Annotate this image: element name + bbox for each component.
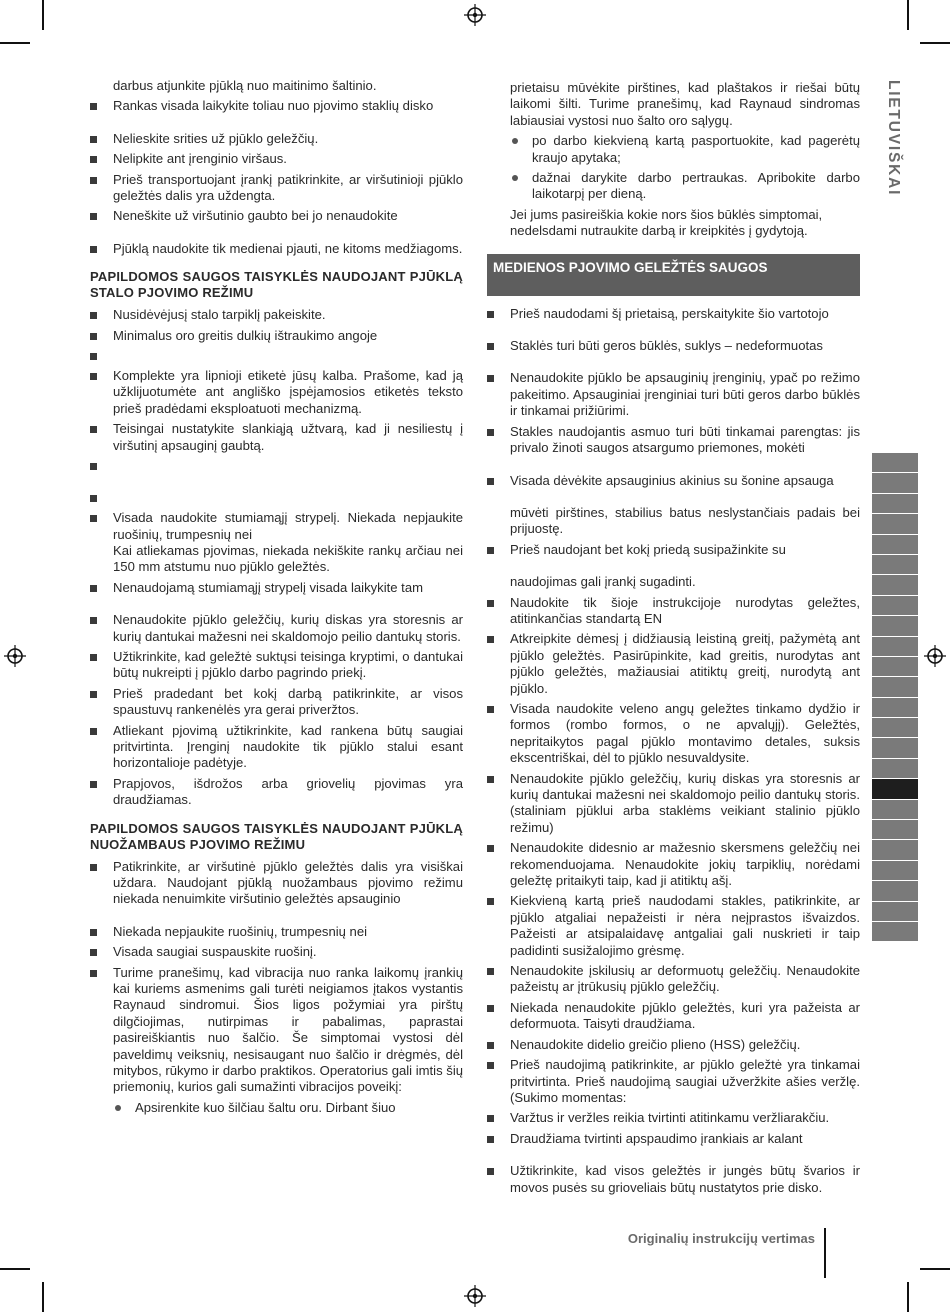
crop-mark-bottom-right <box>907 1282 909 1312</box>
list-item-text: Minimalus oro greitis dulkių ištraukimo angoje <box>113 327 378 343</box>
bullet-square-icon <box>90 156 97 163</box>
list-item-text: Prieš naudojimą patikrinkite, ar pjūklo geležtė yra tinkamai pritvirtinta. Prieš naudojimą saugiai užveržkite ašies veržlę. (Sukimo momentas: <box>510 1057 860 1105</box>
spacer <box>90 478 463 490</box>
bullet-square-icon <box>487 311 494 318</box>
spacer <box>487 562 860 574</box>
list-item-continuation: Kai atliekamas pjovimas, niekada nekiškite rankų arčiau nei 150 mm atstumu nuo pjūklo geležtės. <box>113 542 463 575</box>
list-item <box>487 701 860 767</box>
list-item-text: Visada naudokite stumiamąjį strypelį. Niekada nepjaukite ruošinių, trumpesnių nei <box>113 510 463 542</box>
list-item <box>90 131 463 147</box>
crop-mark-bottom-left-h <box>0 1268 30 1270</box>
spacer <box>487 493 860 505</box>
list-item <box>90 612 463 645</box>
language-tab <box>872 677 918 697</box>
registration-mark-left-icon <box>4 645 26 667</box>
bullet-square-icon <box>90 136 97 143</box>
language-tab <box>872 535 918 555</box>
list-item <box>487 1110 860 1126</box>
list-item <box>90 686 463 719</box>
list-item-text: Visada saugiai suspauskite ruošinį. <box>113 944 317 960</box>
list-item-text: Draudžiama tvirtinti apspaudimo įrankiais ar kalant <box>510 1130 803 1146</box>
list-item <box>487 542 860 558</box>
bullet-square-icon <box>487 1115 494 1122</box>
bullet-square-icon <box>487 898 494 905</box>
bullet-square-icon <box>487 776 494 783</box>
section-heading: PAPILDOMOS SAUGOS TAISYKLĖS NAUDOJANT PJŪKLĄ NUOŽAMBAUS PJOVIMO REŽIMU <box>90 820 463 852</box>
list-item <box>90 172 463 205</box>
bullet-square-icon <box>487 1062 494 1069</box>
list-item-text: Rankas visada laikykite toliau nuo pjovimo staklių disko <box>113 98 434 114</box>
list-item-text: Užtikrinkite, kad visos geležtės ir jungės būtų švarios ir movos pusės su grioveliais būtų nustatytos prie disko. <box>510 1163 860 1195</box>
bullet-square-icon <box>487 1168 494 1175</box>
list-item <box>487 1000 860 1033</box>
bullet-square-icon <box>90 103 97 110</box>
list-item-text: Niekada nenaudokite pjūklo geležtės, kuri yra pažeista ar deformuota. Taisyti draudžiama. <box>510 999 860 1032</box>
list-item <box>487 963 860 996</box>
list-item <box>90 307 463 323</box>
bullet-square-icon <box>487 600 494 607</box>
list-item-text: Komplekte yra lipnioji etiketė jūsų kalba. Prašome, kad ją užklijuotumėte ant angliško įspėjamosios etiketės teksto prieš pradėdami eksploatuoti mechanizmą. <box>113 368 463 416</box>
sub-list-item <box>509 133 860 166</box>
spacer <box>90 600 463 612</box>
sub-list-item <box>112 1100 463 1116</box>
list-item <box>487 840 860 889</box>
bullet-square-icon <box>90 177 97 184</box>
list-item <box>487 424 860 457</box>
list-item <box>487 893 860 959</box>
bullet-square-icon <box>90 585 97 592</box>
list-item-text: po darbo kiekvieną kartą pasportuokite, kad pagerėtų kraujo apytaka; <box>532 133 860 165</box>
list-item-text: Nenaudokite įskilusių ar deformuotų geležčių. Nenaudokite pažeistų ar įtrūkusių pjūklo geležčių. <box>510 963 860 995</box>
list-item-text: Neneškite už viršutinio gaubto bei jo nenaudokite <box>113 208 398 224</box>
bullet-square-icon <box>90 333 97 340</box>
language-tab <box>872 698 918 718</box>
bullet-dot-icon <box>512 138 518 144</box>
language-thumb-tabs <box>872 453 918 942</box>
list-item <box>487 370 860 419</box>
list-item <box>487 473 860 489</box>
bullet-square-icon <box>90 463 97 470</box>
right-column <box>487 80 860 1200</box>
list-item-text: Naudokite tik šioje instrukcijoje nurodytas geležtes, atitinkančias standartą EN <box>510 594 860 626</box>
language-tab <box>872 902 918 922</box>
crop-mark-top-right <box>907 0 909 30</box>
list-item <box>487 595 860 628</box>
spacer <box>487 326 860 338</box>
list-item-text: Visada dėvėkite apsauginius akinius su šonine apsauga <box>510 472 834 488</box>
list-item-text: Nenaudokite pjūklo geležčių, kurių diskas yra storesnis ar kurių dantukai mažesni nei skaldomojo peilio dantukų storis. (staliniam pjūklui arba staklėms veikiant stalinio pjūklo režimu) <box>510 770 860 835</box>
list-item-text: Prieš transportuojant įrankį patikrinkite, ar viršutinioji pjūklo geležtės dalis yra uždengta. <box>113 171 463 204</box>
bullet-dot-icon <box>115 1105 121 1111</box>
bullet-square-icon <box>90 949 97 956</box>
section-heading: PAPILDOMOS SAUGOS TAISYKLĖS NAUDOJANT PJŪKLĄ STALO PJOVIMO REŽIMU <box>90 269 463 301</box>
list-item-text: Užtikrinkite, kad geležtė suktųsi teisinga kryptimi, o dantukai būtų nukreipti į pjūklo darbo pagrindo priekį. <box>113 648 463 681</box>
list-item <box>487 306 860 322</box>
list-item: darbus atjunkite pjūklą nuo maitinimo šaltinio. <box>113 78 377 93</box>
language-tab <box>872 453 918 473</box>
list-item-text: Atliekant pjovimą užtikrinkite, kad rankena būtų saugiai pritvirtinta. Įrenginį naudokite tik pjūklo stalui esant horizontalioje padėtyje. <box>113 722 463 771</box>
spacer <box>487 1151 860 1163</box>
crop-mark-top-right-h <box>920 42 950 44</box>
spacer <box>90 229 463 241</box>
bullet-square-icon <box>90 781 97 788</box>
list-item-text: Patikrinkite, ar viršutinė pjūklo geležtės dalis yra visiškai uždara. Naudojant pjūklą nuožambaus pjovimo režimu niekada nenuimkite viršutinio geležtės apsauginio <box>113 858 463 907</box>
list-item <box>487 338 860 354</box>
list-item-empty <box>90 490 463 506</box>
footer-note: Originalių instrukcijų vertimas <box>627 1231 815 1246</box>
bullet-square-icon <box>90 929 97 936</box>
closing-paragraph: Jei jums pasireiškia kokie nors šios būklės simptomai, nedelsdami nutraukite darbą ir kreipkitės į gydytoją. <box>510 206 823 239</box>
bullet-square-icon <box>487 429 494 436</box>
list-item <box>487 1131 860 1147</box>
list-item <box>90 924 463 940</box>
bullet-square-icon <box>90 970 97 977</box>
sub-list-item <box>509 170 860 203</box>
list-item <box>90 328 463 344</box>
list-item <box>90 151 463 167</box>
list-item-text: Kiekvieną kartą prieš naudodami stakles, patikrinkite, ar pjūklo atgaliai nepažeisti ir nėra neįprastos išvaizdos. Pažeisti ar atsipalaidavę antgaliai gali nuskrieti ir taip padidinti susižalojimo grėsmę. <box>510 893 860 958</box>
spacer <box>487 358 860 370</box>
bullet-square-icon <box>487 375 494 382</box>
list-item <box>90 241 463 257</box>
list-item-text: Prieš naudodami šį prietaisą, perskaitykite šio vartotojo <box>510 305 829 321</box>
section-title-bar: MEDIENOS PJOVIMO GELEŽTĖS SAUGOS <box>487 254 860 296</box>
bullet-square-icon <box>487 706 494 713</box>
list-item <box>487 1057 860 1106</box>
language-tab-active <box>872 779 918 799</box>
list-item <box>90 208 463 224</box>
list-item-text: Atkreipkite dėmesį į didžiausią leistiną greitį, pažymėtą ant pjūklo geležtės. Pasirūpinkite, kad greitis, nurodytas ant pjūklo geležtės, mažiausiai atitiktų greitį, nurodytą ant pjūklo. <box>510 631 860 696</box>
bullet-square-icon <box>90 373 97 380</box>
list-item-empty <box>90 348 463 364</box>
list-item <box>487 1163 860 1196</box>
list-item <box>90 649 463 682</box>
language-tab <box>872 840 918 860</box>
sub-list-item-continuation: prietaisu mūvėkite pirštines, kad plaštakos ir riešai būtų laikomi šilti. Turime pranešimų, kad Raynaud sindromas labiausiai vystosi nuo šalto oro sąlygų. <box>510 80 860 128</box>
bullet-square-icon <box>90 654 97 661</box>
list-item <box>90 510 463 543</box>
language-tab <box>872 657 918 677</box>
crop-mark-top-left <box>42 0 44 30</box>
bullet-square-icon <box>90 515 97 522</box>
bullet-square-icon <box>90 495 97 502</box>
registration-mark-right-icon <box>924 645 946 667</box>
bullet-square-icon <box>90 426 97 433</box>
language-tab <box>872 637 918 657</box>
footer-divider <box>824 1228 826 1278</box>
bullet-square-icon <box>487 1042 494 1049</box>
language-tab <box>872 922 918 942</box>
list-item-text: Nenaudojamą stumiamąjį strypelį visada laikykite tam <box>113 579 424 595</box>
bullet-square-icon <box>487 636 494 643</box>
list-item-text: Staklės turi būti geros būklės, suklys – nedeformuotas <box>510 338 823 354</box>
list-item-text: Pjūklą naudokite tik medienai pjauti, ne kitoms medžiagoms. <box>113 240 463 256</box>
crop-mark-bottom-left <box>42 1282 44 1312</box>
list-item <box>90 723 463 772</box>
list-item-text: Stakles naudojantis asmuo turi būti tinkamai parengtas: jis privalo žinoti saugos atsargumo priemones, mokėti <box>510 423 860 456</box>
bullet-square-icon <box>90 864 97 871</box>
bullet-square-icon <box>90 691 97 698</box>
list-item <box>90 859 463 908</box>
language-tab <box>872 759 918 779</box>
bullet-square-icon <box>487 343 494 350</box>
bullet-square-icon <box>487 547 494 554</box>
bullet-square-icon <box>487 968 494 975</box>
list-item <box>90 421 463 454</box>
list-item-text: Varžtus ir veržles reikia tvirtinti atitinkamu veržliarakčiu. <box>510 1110 830 1126</box>
language-tab <box>872 881 918 901</box>
list-item-continuation: mūvėti pirštines, stabilius batus neslystančiais padais bei prijuostę. <box>510 504 860 537</box>
list-item-empty <box>90 458 463 474</box>
language-tab <box>872 820 918 840</box>
list-item <box>90 944 463 960</box>
list-item-text: Nelieskite srities už pjūklo geležčių. <box>113 130 319 146</box>
language-tab <box>872 514 918 534</box>
spacer <box>487 461 860 473</box>
bullet-square-icon <box>90 617 97 624</box>
crop-mark-bottom-right-h <box>920 1268 950 1270</box>
left-column <box>90 78 463 1120</box>
list-item-text: Teisingai nustatykite slankiąją užtvarą, kad ji nesiliestų į viršutinį apsauginį gaubtą. <box>113 421 463 453</box>
bullet-square-icon <box>487 1136 494 1143</box>
list-item <box>487 1037 860 1053</box>
bullet-square-icon <box>90 728 97 735</box>
list-item-text: Nenaudokite didesnio ar mažesnio skersmens geležčių nei rekomenduojama. Nenaudokite jokių tarpiklių, norėdami geležtę pritaikyti taip, kad ji atitiktų ašį. <box>510 840 860 889</box>
language-tab <box>872 738 918 758</box>
list-item <box>90 776 463 809</box>
list-item-text: Prieš naudojant bet kokį priedą susipažinkite su <box>510 541 786 557</box>
language-tab <box>872 494 918 514</box>
language-tab <box>872 616 918 636</box>
bullet-square-icon <box>90 246 97 253</box>
language-tab <box>872 473 918 493</box>
list-item-text: Nelipkite ant įrenginio viršaus. <box>113 151 287 167</box>
bullet-square-icon <box>487 478 494 485</box>
list-item-text: Nusidėvėjusį stalo tarpiklį pakeiskite. <box>113 307 326 323</box>
bullet-square-icon <box>90 353 97 360</box>
bullet-square-icon <box>487 845 494 852</box>
language-tab <box>872 575 918 595</box>
language-tab <box>872 718 918 738</box>
registration-mark-bottom-icon <box>464 1285 486 1307</box>
crop-mark-top-left-h <box>0 42 30 44</box>
language-tab <box>872 861 918 881</box>
spacer <box>90 119 463 131</box>
list-item-text: Nenaudokite didelio greičio plieno (HSS) geležčių. <box>510 1036 801 1052</box>
bullet-square-icon <box>90 312 97 319</box>
list-item <box>90 98 463 114</box>
language-side-label: LIETUVIŠKAI <box>885 80 902 197</box>
language-tab <box>872 596 918 616</box>
list-item-text: Prieš pradedant bet kokį darbą patikrinkite, ar visos spaustuvų rankenėlės yra gerai priveržtos. <box>113 685 463 718</box>
list-item-continuation: naudojimas gali įrankį sugadinti. <box>510 574 696 590</box>
list-item <box>90 580 463 596</box>
bullet-square-icon <box>487 1005 494 1012</box>
list-item-text: dažnai darykite darbo pertraukas. Apribokite darbo laikotarpį per dieną. <box>532 170 860 202</box>
bullet-dot-icon <box>512 175 518 181</box>
language-tab <box>872 555 918 575</box>
list-item-text: Nenaudokite pjūklo geležčių, kurių diskas yra storesnis ar kurių dantukai mažesni nei skaldomojo peilio dantukų storis. <box>113 612 463 644</box>
language-tab <box>872 800 918 820</box>
list-item-text: Turime pranešimų, kad vibracija nuo ranka laikomų įrankių kai kuriems asmenims gali turėti neigiamos įtakos vystantis Raynaud sindromui. Šios ligos požymiai yra pirštų dilgčiojimas, nutirpimas ir pabalimas, paprastai pasireiškiantis nuo šalčio. Še simptomai vystosi dėl paveldimų veiksnių, nesisaugant nuo šalčio ir drėgmės, dėl mitybos, rūkymo ir darbo praktikos. Operatorius gali imtis šių priemonių, kurios gali sumažinti vibracijos poveikį: <box>113 964 464 1095</box>
list-item <box>487 771 860 837</box>
list-item-text: Visada naudokite veleno angų geležtes tinkamo dydžio ir formos (rombo formos, o ne apvalųjį). Geležtės, nepritaikytos pagal pjūklo montavimo detales, suksis ekscentriškai, dėl to pjūklo nesuvaldysite. <box>510 700 860 766</box>
list-item-text: Nenaudokite pjūklo be apsauginių įrenginių, ypač po režimo pakeitimo. Apsauginiai įrenginiai turi būti geros darbo būklės ir tinkamai prižiūrimi. <box>510 370 860 419</box>
list-item <box>90 368 463 417</box>
list-item-text: Prapjovos, išdrožos arba griovelių pjovimas yra draudžiamas. <box>113 775 463 808</box>
spacer <box>90 912 463 924</box>
list-item <box>487 631 860 697</box>
bullet-square-icon <box>90 213 97 220</box>
list-item-text: Niekada nepjaukite ruošinių, trumpesnių nei <box>113 923 368 939</box>
list-item <box>90 965 463 1096</box>
list-item-text: Apsirenkite kuo šilčiau šaltu oru. Dirbant šiuo <box>135 1099 396 1115</box>
registration-mark-top-icon <box>464 4 486 26</box>
